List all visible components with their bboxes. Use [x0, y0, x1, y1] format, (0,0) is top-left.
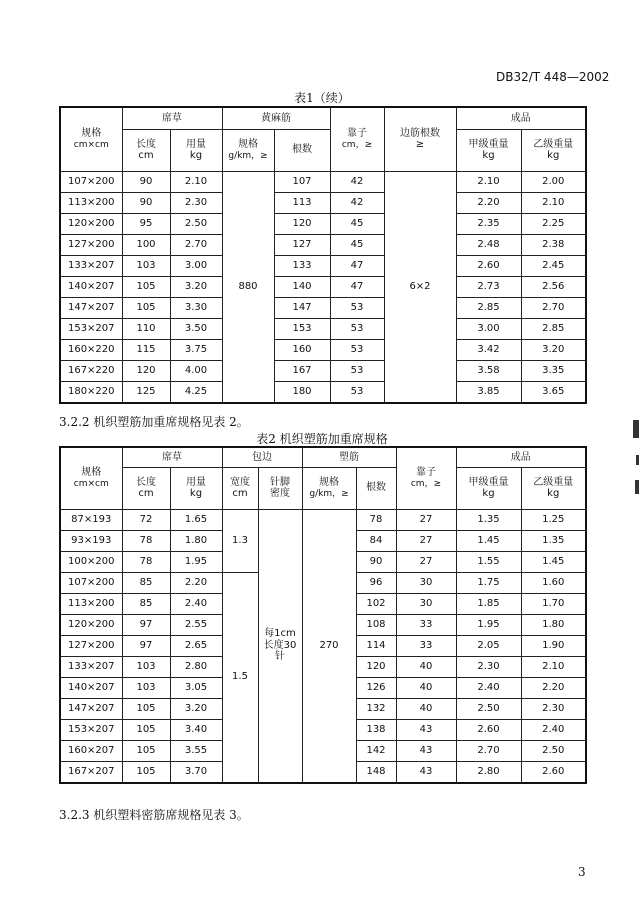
note-3-2-2: 3.2.2 机织塑筋加重席规格见表 2。 — [59, 415, 249, 429]
count-cell: 96 — [356, 572, 396, 593]
count-cell: 107 — [274, 171, 330, 192]
t1-length-header: 长度 cm — [122, 129, 170, 171]
count-cell: 153 — [274, 318, 330, 339]
spec-cell: 127×200 — [60, 234, 122, 255]
width-cell: 1.3 — [222, 509, 258, 572]
count-cell: 167 — [274, 360, 330, 381]
length-cell: 120 — [122, 360, 170, 381]
kaozi-cell: 40 — [396, 677, 456, 698]
t2-length-header: 长度 cm — [122, 467, 170, 509]
count-cell: 120 — [356, 656, 396, 677]
t2-spec-header: 规格 cm×cm — [60, 447, 122, 509]
grade-a-cell: 2.48 — [456, 234, 521, 255]
count-cell: 114 — [356, 635, 396, 656]
spec-cell: 167×207 — [60, 761, 122, 783]
t1-spec-header: 规格 cm×cm — [60, 107, 122, 171]
t2-grade-b-header: 乙级重量 kg — [521, 467, 586, 509]
amount-cell: 3.70 — [170, 761, 222, 783]
kaozi-cell: 27 — [396, 551, 456, 572]
t2-gauge-header: 规格 g/km，≥ — [302, 467, 356, 509]
count-cell: 84 — [356, 530, 396, 551]
length-cell: 105 — [122, 761, 170, 783]
length-cell: 85 — [122, 572, 170, 593]
length-cell: 78 — [122, 551, 170, 572]
spec-cell: 160×220 — [60, 339, 122, 360]
needle-line: 针 — [275, 651, 285, 663]
amount-cell: 4.25 — [170, 381, 222, 403]
grade-b-cell: 2.45 — [521, 255, 586, 276]
kaozi-cell: 33 — [396, 635, 456, 656]
t2-xicao-header: 席草 — [122, 447, 222, 467]
count-cell: 138 — [356, 719, 396, 740]
grade-b-cell: 2.85 — [521, 318, 586, 339]
grade-b-cell: 1.45 — [521, 551, 586, 572]
length-cell: 100 — [122, 234, 170, 255]
table-row — [60, 339, 586, 360]
grade-a-cell: 2.50 — [456, 698, 521, 719]
edge-count-cell: 6×2 — [384, 171, 456, 403]
kaozi-cell: 47 — [330, 255, 384, 276]
kaozi-cell: 43 — [396, 740, 456, 761]
table-row — [60, 171, 586, 192]
grade-b-cell: 2.10 — [521, 656, 586, 677]
grade-a-cell: 2.80 — [456, 761, 521, 783]
width-cell: 1.5 — [222, 572, 258, 783]
t1-edge-header: 边筋根数 ≥ — [384, 107, 456, 171]
kaozi-cell: 47 — [330, 276, 384, 297]
spec-cell: 100×200 — [60, 551, 122, 572]
standard-number: DB32/T 448—2002 — [496, 70, 610, 84]
t1-count-header: 根数 — [274, 129, 330, 171]
gauge-cell: 270 — [302, 509, 356, 783]
grade-b-cell: 3.65 — [521, 381, 586, 403]
kaozi-cell: 53 — [330, 339, 384, 360]
kaozi-cell: 53 — [330, 360, 384, 381]
kaozi-cell: 53 — [330, 381, 384, 403]
spec-cell: 113×200 — [60, 192, 122, 213]
grade-b-cell: 1.90 — [521, 635, 586, 656]
grade-a-cell: 2.30 — [456, 656, 521, 677]
kaozi-cell: 43 — [396, 719, 456, 740]
grade-b-cell: 2.20 — [521, 677, 586, 698]
length-cell: 97 — [122, 614, 170, 635]
page-number: 3 — [578, 865, 586, 879]
length-cell: 90 — [122, 171, 170, 192]
t2-baobian-header: 包边 — [222, 447, 302, 467]
spec-cell: 147×207 — [60, 297, 122, 318]
length-cell: 95 — [122, 213, 170, 234]
amount-cell: 3.50 — [170, 318, 222, 339]
t2-width-header: 宽度 cm — [222, 467, 258, 509]
count-cell: 140 — [274, 276, 330, 297]
count-cell: 160 — [274, 339, 330, 360]
amount-cell: 3.05 — [170, 677, 222, 698]
grade-b-cell: 1.60 — [521, 572, 586, 593]
table2-caption: 表2 机织塑筋加重席规格 — [256, 432, 388, 446]
t2-product-header: 成品 — [456, 447, 586, 467]
table-row — [60, 297, 586, 318]
grade-b-cell: 2.70 — [521, 297, 586, 318]
spec-cell: 167×220 — [60, 360, 122, 381]
amount-cell: 3.00 — [170, 255, 222, 276]
amount-cell: 2.50 — [170, 213, 222, 234]
count-cell: 108 — [356, 614, 396, 635]
grade-a-cell: 2.20 — [456, 192, 521, 213]
kaozi-cell: 42 — [330, 171, 384, 192]
count-cell: 133 — [274, 255, 330, 276]
grade-b-cell: 2.38 — [521, 234, 586, 255]
t2-sujin-header: 塑筋 — [302, 447, 396, 467]
amount-cell: 2.80 — [170, 656, 222, 677]
t1-gauge-header: 规格 g/km，≥ — [222, 129, 274, 171]
count-cell: 102 — [356, 593, 396, 614]
grade-a-cell: 2.35 — [456, 213, 521, 234]
grade-b-cell: 1.25 — [521, 509, 586, 530]
table-row — [60, 255, 586, 276]
table-row — [60, 213, 586, 234]
length-cell: 110 — [122, 318, 170, 339]
kaozi-cell: 30 — [396, 572, 456, 593]
spec-cell: 113×200 — [60, 593, 122, 614]
kaozi-cell: 27 — [396, 530, 456, 551]
spec-cell: 120×200 — [60, 213, 122, 234]
t1-product-header: 成品 — [456, 107, 586, 129]
spec-cell: 133×207 — [60, 656, 122, 677]
grade-a-cell: 1.95 — [456, 614, 521, 635]
grade-a-cell: 2.70 — [456, 740, 521, 761]
t1-grade-b-header: 乙级重量 kg — [521, 129, 586, 171]
grade-b-cell: 3.35 — [521, 360, 586, 381]
t2-count-header: 根数 — [356, 467, 396, 509]
grade-b-cell: 3.20 — [521, 339, 586, 360]
kaozi-cell: 33 — [396, 614, 456, 635]
count-cell: 126 — [356, 677, 396, 698]
grade-b-cell: 2.60 — [521, 761, 586, 783]
length-cell: 105 — [122, 297, 170, 318]
count-cell: 120 — [274, 213, 330, 234]
amount-cell: 2.40 — [170, 593, 222, 614]
amount-cell: 3.40 — [170, 719, 222, 740]
amount-cell: 3.75 — [170, 339, 222, 360]
spec-cell: 147×207 — [60, 698, 122, 719]
table1 — [59, 106, 587, 404]
table-row — [60, 234, 586, 255]
table2-body — [60, 509, 586, 783]
length-cell: 125 — [122, 381, 170, 403]
grade-a-cell: 3.58 — [456, 360, 521, 381]
kaozi-cell: 40 — [396, 698, 456, 719]
count-cell: 180 — [274, 381, 330, 403]
grade-a-cell: 3.85 — [456, 381, 521, 403]
count-cell: 147 — [274, 297, 330, 318]
grade-a-cell: 1.45 — [456, 530, 521, 551]
grade-a-cell: 2.73 — [456, 276, 521, 297]
count-cell: 127 — [274, 234, 330, 255]
length-cell: 105 — [122, 719, 170, 740]
length-cell: 97 — [122, 635, 170, 656]
grade-b-cell: 2.25 — [521, 213, 586, 234]
spec-cell: 160×207 — [60, 740, 122, 761]
kaozi-cell: 45 — [330, 234, 384, 255]
amount-cell: 1.80 — [170, 530, 222, 551]
amount-cell: 2.30 — [170, 192, 222, 213]
kaozi-cell: 27 — [396, 509, 456, 530]
table1-caption: 表1（续） — [294, 91, 350, 105]
table-row — [60, 318, 586, 339]
grade-b-cell: 1.35 — [521, 530, 586, 551]
grade-a-cell: 2.85 — [456, 297, 521, 318]
scan-edge-mark — [633, 420, 639, 438]
table-row — [60, 192, 586, 213]
spec-cell: 127×200 — [60, 635, 122, 656]
spec-cell: 140×207 — [60, 276, 122, 297]
grade-b-cell: 1.70 — [521, 593, 586, 614]
length-cell: 103 — [122, 255, 170, 276]
grade-b-cell: 2.30 — [521, 698, 586, 719]
spec-cell: 140×207 — [60, 677, 122, 698]
amount-cell: 3.55 — [170, 740, 222, 761]
table-row — [60, 509, 586, 530]
t1-kaozi-header: 靠子 cm，≥ — [330, 107, 384, 171]
amount-cell: 1.65 — [170, 509, 222, 530]
needle-line: 每1cm — [264, 628, 296, 640]
grade-a-cell: 2.05 — [456, 635, 521, 656]
t2-grade-a-header: 甲级重量 kg — [456, 467, 521, 509]
t1-xicao-header: 席草 — [122, 107, 222, 129]
kaozi-cell: 40 — [396, 656, 456, 677]
grade-b-cell: 2.10 — [521, 192, 586, 213]
grade-b-cell: 1.80 — [521, 614, 586, 635]
spec-cell: 153×207 — [60, 318, 122, 339]
amount-cell: 2.55 — [170, 614, 222, 635]
amount-cell: 2.70 — [170, 234, 222, 255]
length-cell: 103 — [122, 656, 170, 677]
count-cell: 113 — [274, 192, 330, 213]
count-cell: 90 — [356, 551, 396, 572]
length-cell: 103 — [122, 677, 170, 698]
spec-cell: 107×200 — [60, 171, 122, 192]
amount-cell: 2.20 — [170, 572, 222, 593]
grade-a-cell: 1.85 — [456, 593, 521, 614]
count-cell: 132 — [356, 698, 396, 719]
scan-edge-mark — [635, 480, 639, 494]
table1-body — [60, 171, 586, 403]
length-cell: 78 — [122, 530, 170, 551]
spec-cell: 93×193 — [60, 530, 122, 551]
length-cell: 105 — [122, 740, 170, 761]
amount-cell: 1.95 — [170, 551, 222, 572]
grade-b-cell: 2.56 — [521, 276, 586, 297]
length-cell: 90 — [122, 192, 170, 213]
amount-cell: 4.00 — [170, 360, 222, 381]
spec-cell: 180×220 — [60, 381, 122, 403]
amount-cell: 3.20 — [170, 276, 222, 297]
kaozi-cell: 42 — [330, 192, 384, 213]
length-cell: 105 — [122, 276, 170, 297]
needle-density-cell — [258, 509, 302, 783]
table2 — [59, 446, 587, 784]
grade-a-cell: 3.00 — [456, 318, 521, 339]
grade-a-cell: 2.40 — [456, 677, 521, 698]
kaozi-cell: 30 — [396, 593, 456, 614]
kaozi-cell: 45 — [330, 213, 384, 234]
spec-cell: 120×200 — [60, 614, 122, 635]
t1-huangmajin-header: 黄麻筋 — [222, 107, 330, 129]
length-cell: 115 — [122, 339, 170, 360]
length-cell: 105 — [122, 698, 170, 719]
grade-a-cell: 1.35 — [456, 509, 521, 530]
kaozi-cell: 53 — [330, 297, 384, 318]
grade-a-cell: 1.55 — [456, 551, 521, 572]
t2-kaozi-header: 靠子 cm，≥ — [396, 447, 456, 509]
count-cell: 148 — [356, 761, 396, 783]
grade-b-cell: 2.50 — [521, 740, 586, 761]
t2-amount-header: 用量 kg — [170, 467, 222, 509]
length-cell: 85 — [122, 593, 170, 614]
grade-b-cell: 2.40 — [521, 719, 586, 740]
grade-a-cell: 2.60 — [456, 255, 521, 276]
gauge-cell: 880 — [222, 171, 274, 403]
grade-a-cell: 2.10 — [456, 171, 521, 192]
note-3-2-3: 3.2.3 机织塑料密筋席规格见表 3。 — [59, 808, 249, 822]
count-cell: 78 — [356, 509, 396, 530]
spec-cell: 107×200 — [60, 572, 122, 593]
needle-line: 长度30 — [263, 639, 297, 651]
kaozi-cell: 43 — [396, 761, 456, 783]
table-row — [60, 381, 586, 403]
grade-a-cell: 1.75 — [456, 572, 521, 593]
amount-cell: 2.10 — [170, 171, 222, 192]
grade-a-cell: 3.42 — [456, 339, 521, 360]
table-row — [60, 276, 586, 297]
grade-a-cell: 2.60 — [456, 719, 521, 740]
amount-cell: 3.20 — [170, 698, 222, 719]
length-cell: 72 — [122, 509, 170, 530]
table-row — [60, 360, 586, 381]
kaozi-cell: 53 — [330, 318, 384, 339]
spec-cell: 153×207 — [60, 719, 122, 740]
amount-cell: 3.30 — [170, 297, 222, 318]
spec-cell: 133×207 — [60, 255, 122, 276]
t2-needle-header: 针脚 密度 — [258, 467, 302, 509]
count-cell: 142 — [356, 740, 396, 761]
t1-amount-header: 用量 kg — [170, 129, 222, 171]
t1-grade-a-header: 甲级重量 kg — [456, 129, 521, 171]
grade-b-cell: 2.00 — [521, 171, 586, 192]
spec-cell: 87×193 — [60, 509, 122, 530]
amount-cell: 2.65 — [170, 635, 222, 656]
